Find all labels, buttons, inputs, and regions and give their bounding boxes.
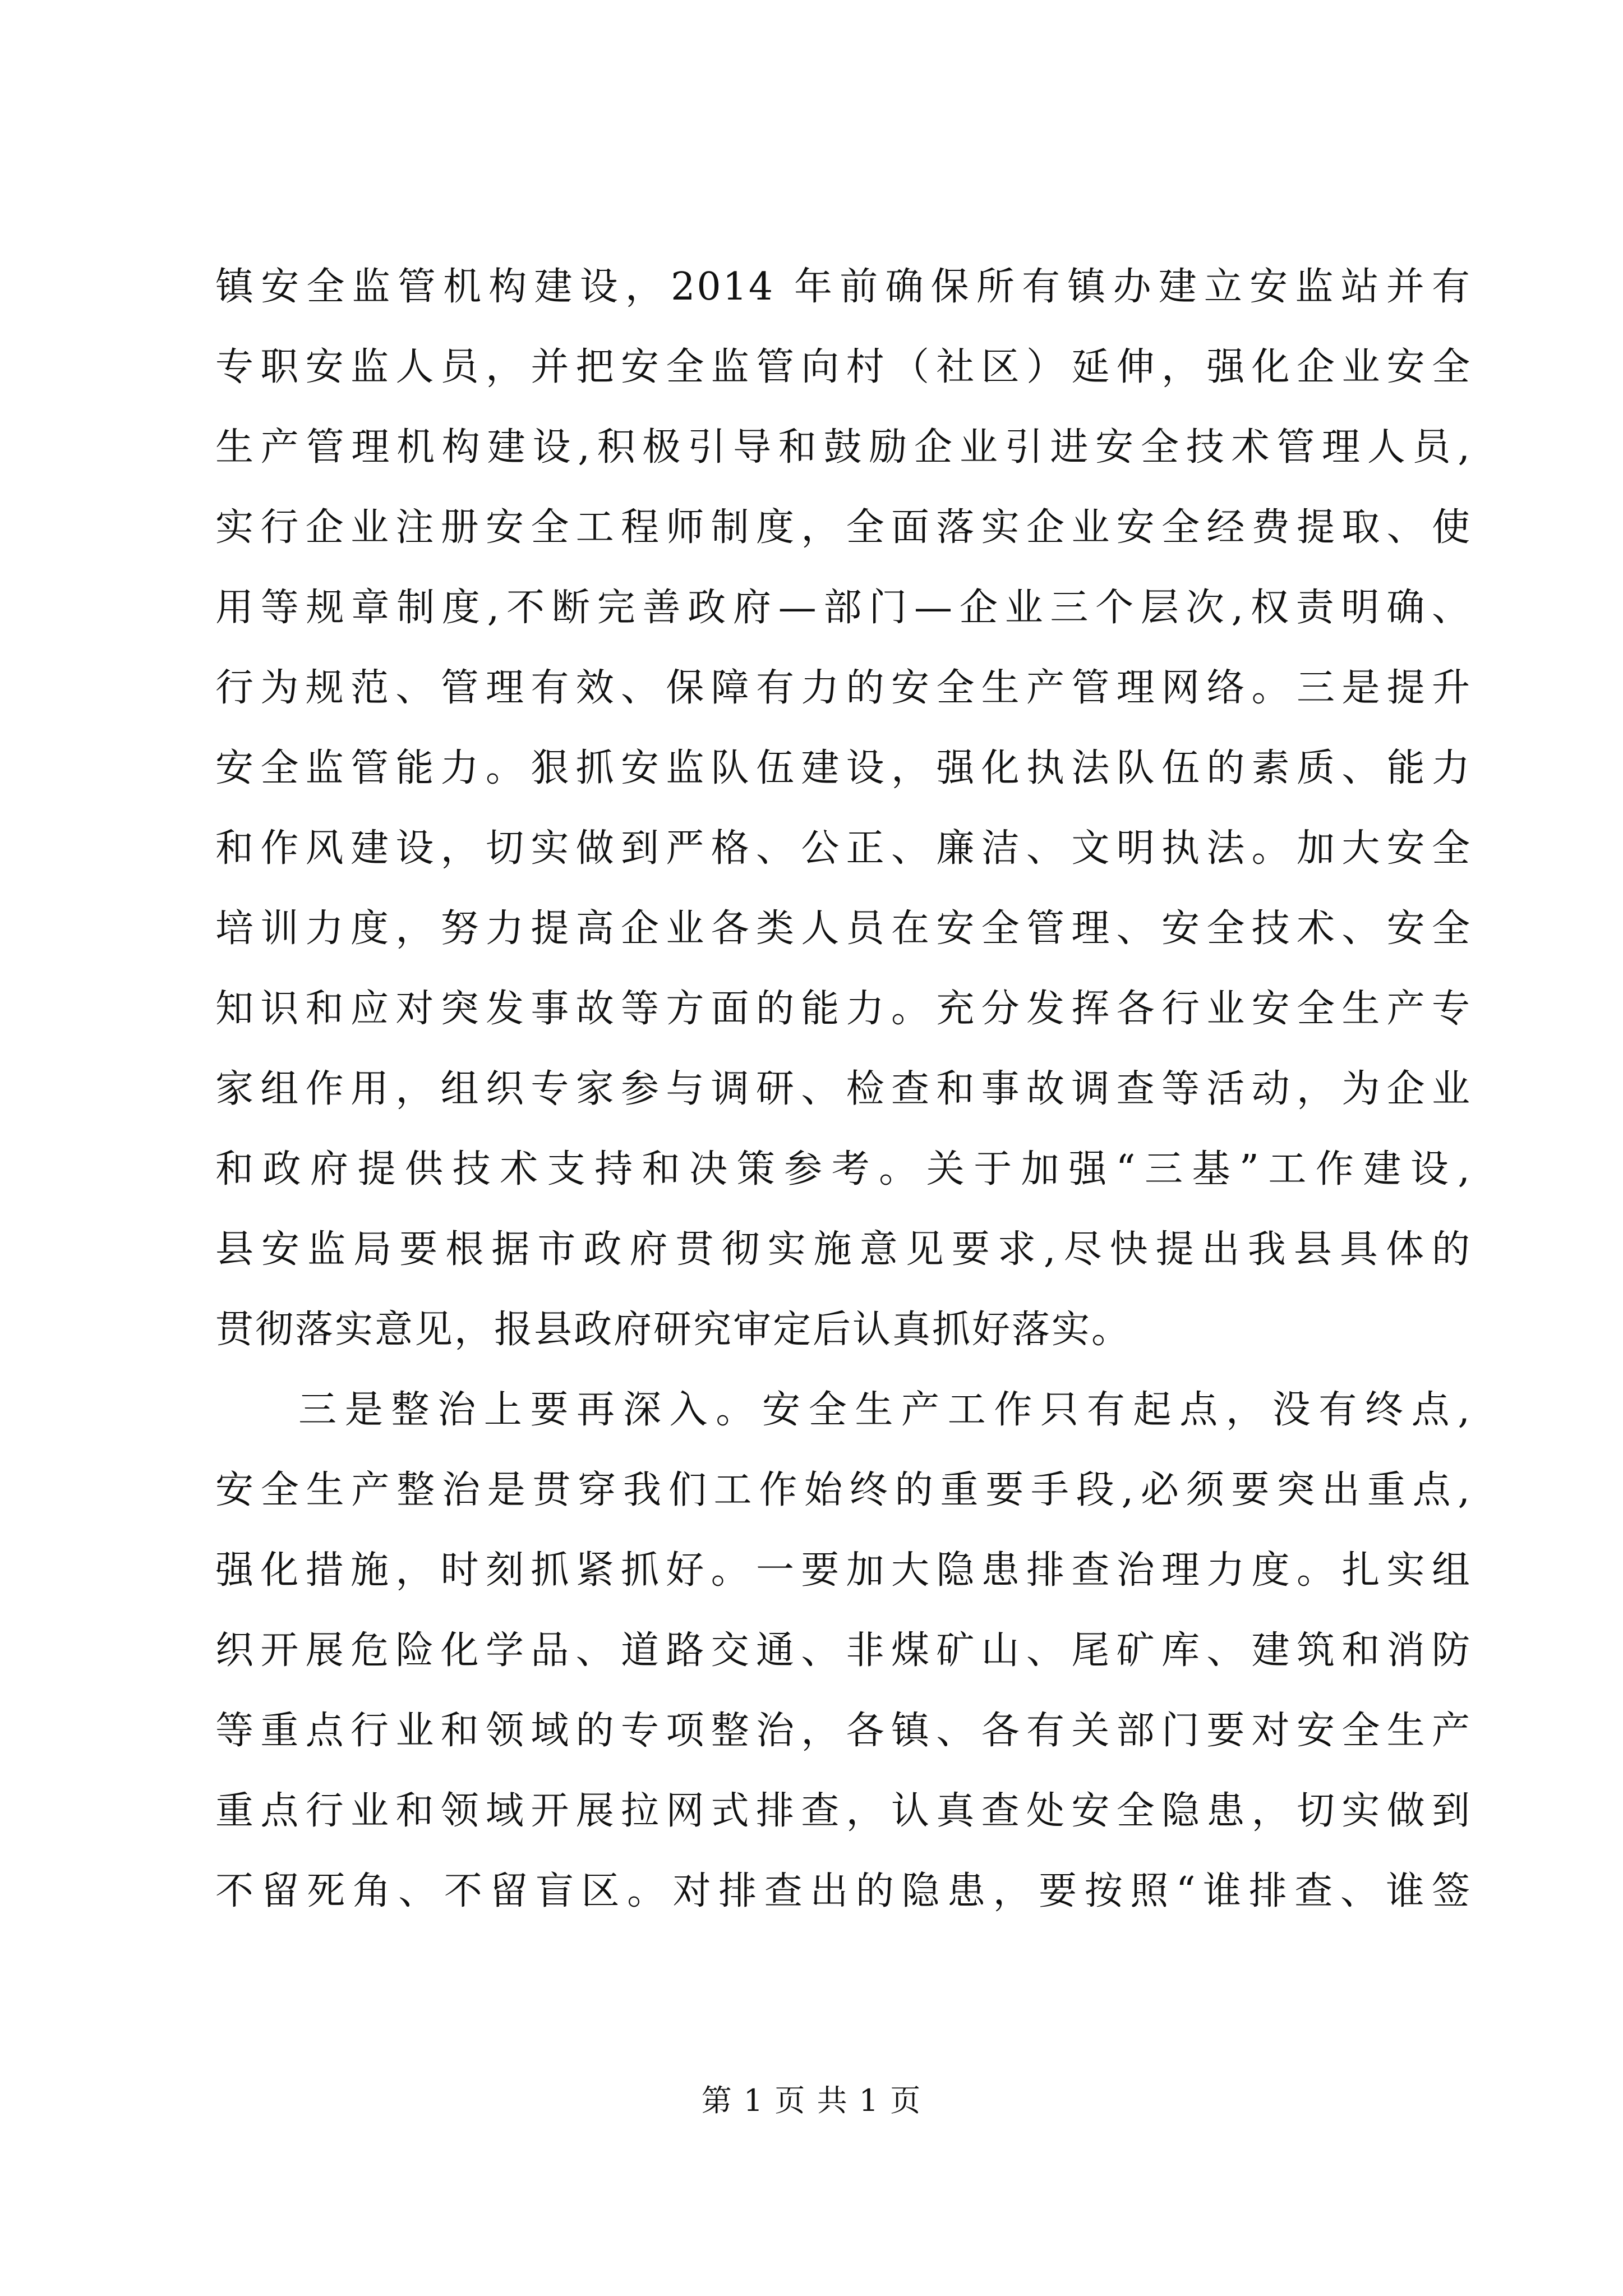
text-line: 镇安全监管机构建设，2014 年前确保所有镇办建立安监站并有 [215,265,1472,309]
text-line: 不留死角、不留盲区。对排查出的隐患，要按照“谁排查、谁签 [215,1869,1472,1913]
text-line: 知识和应对突发事故等方面的能力。充分发挥各行业安全生产专 [215,987,1472,1031]
text-line: 等重点行业和领域的专项整治，各镇、各有关部门要对安全生产 [215,1709,1472,1753]
text-line: 培训力度，努力提高企业各类人员在安全管理、安全技术、安全 [215,907,1472,951]
text-line: 重点行业和领域开展拉网式排查，认真查处安全隐患，切实做到 [215,1789,1472,1833]
text-line: 贯彻落实意见，报县政府研究审定后认真抓好落实。 [215,1308,1132,1352]
page-number-footer: 第 1 页 共 1 页 [701,2083,922,2118]
text-line: 安全监管能力。狠抓安监队伍建设，强化执法队伍的素质、能力 [215,746,1472,790]
text-line: 专职安监人员，并把安全监管向村（社区）延伸，强化企业安全 [215,345,1472,389]
text-line: 和作风建设，切实做到严格、公正、廉洁、文明执法。加大安全 [215,826,1472,871]
text-line: 安全生产整治是贯穿我们工作始终的重要手段,必须要突出重点, [215,1468,1472,1512]
text-line: 织开展危险化学品、道路交通、非煤矿山、尾矿库、建筑和消防 [215,1628,1472,1673]
text-line: 实行企业注册安全工程师制度，全面落实企业安全经费提取、使 [215,505,1472,550]
text-line: 家组作用，组织专家参与调研、检查和事故调查等活动，为企业 [215,1067,1472,1111]
text-line: 和政府提供技术支持和决策参考。关于加强“三基”工作建设, [215,1147,1472,1191]
paragraph-first-line: 三是整治上要再深入。安全生产工作只有起点，没有终点, [298,1388,1472,1432]
text-line: 县安监局要根据市政府贯彻实施意见要求,尽快提出我县具体的 [215,1227,1472,1272]
text-line: 用等规章制度,不断完善政府—部门—企业三个层次,权责明确、 [215,586,1472,630]
text-line: 行为规范、管理有效、保障有力的安全生产管理网络。三是提升 [215,666,1472,710]
text-line: 生产管理机构建设,积极引导和鼓励企业引进安全技术管理人员, [215,425,1472,470]
document-body [215,247,1472,1931]
text-line: 强化措施，时刻抓紧抓好。一要加大隐患排查治理力度。扎实组 [215,1548,1472,1593]
